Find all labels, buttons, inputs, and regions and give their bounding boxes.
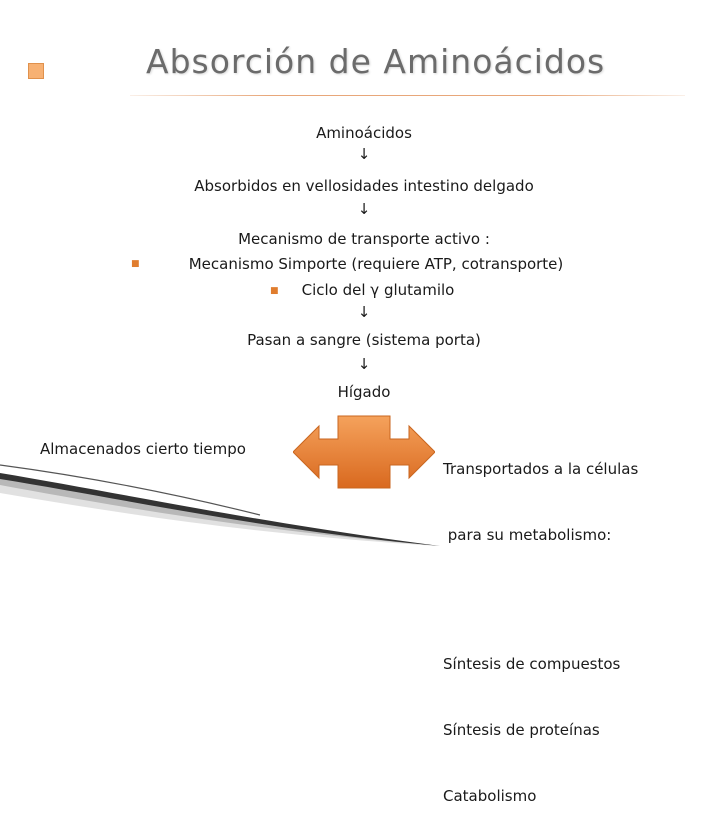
flow-bullet-ciclo: Ciclo del γ glutamilo <box>301 281 455 299</box>
flow-bullet-simporte: Mecanismo Simporte (requiere ATP, cotransporte) <box>188 255 564 273</box>
flow-arrow-1: ↓ <box>357 145 371 163</box>
right-note-line: Transportados a la células <box>443 460 639 478</box>
title-divider <box>130 95 685 96</box>
flow-step-absorbidos: Absorbidos en vellosidades intestino delgado <box>194 177 534 195</box>
flow-step-sangre: Pasan a sangre (sistema porta) <box>247 331 481 349</box>
flow-step-mecanismo: Mecanismo de transporte activo : <box>238 230 490 248</box>
flow-arrow-2: ↓ <box>357 200 371 218</box>
title-bullet-icon <box>28 63 44 79</box>
flow-arrow-3: ↓ <box>357 303 371 321</box>
flow-step-aminoacidos: Aminoácidos <box>316 124 412 142</box>
flow-arrow-4: ↓ <box>357 355 371 373</box>
bullet-icon: ■ <box>131 259 140 269</box>
flow-step-higado: Hígado <box>337 383 391 401</box>
page-title: Absorción de Aminoácidos <box>146 42 606 81</box>
left-note: Almacenados cierto tiempo <box>40 440 246 458</box>
right-note-line: Síntesis de proteínas <box>443 721 600 739</box>
bullet-icon: ■ <box>270 286 279 296</box>
right-note-line: Catabolismo <box>443 787 537 805</box>
right-note-line: para su metabolismo: <box>443 526 612 544</box>
decorative-swoosh <box>0 455 440 546</box>
right-notes <box>443 414 638 829</box>
right-note-line: Síntesis de compuestos <box>443 655 621 673</box>
